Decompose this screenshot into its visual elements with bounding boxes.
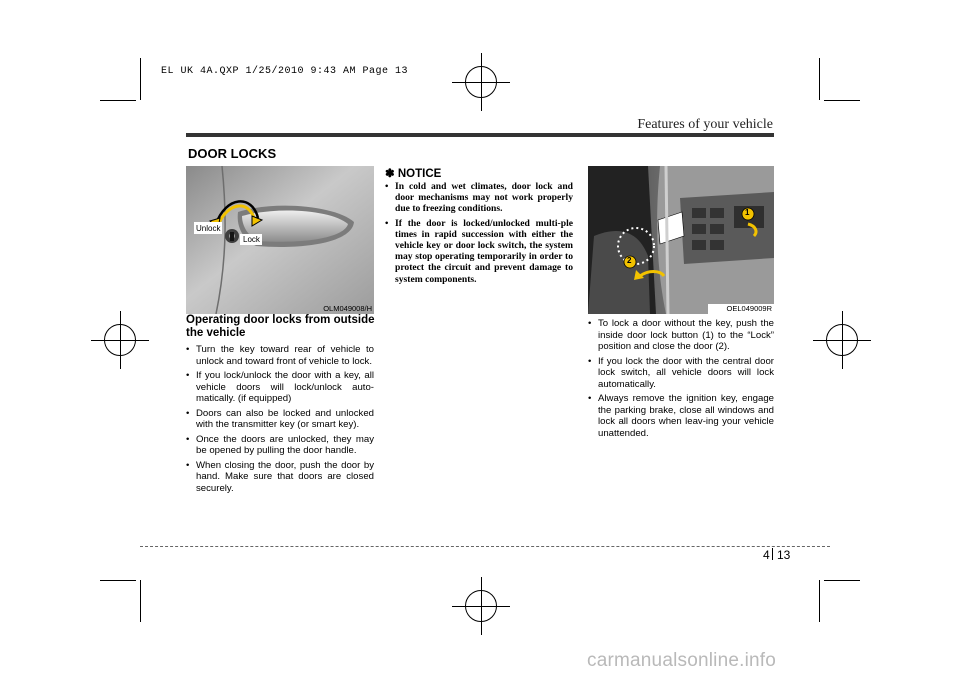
figure-code: OEL049009R <box>726 304 772 313</box>
section-title: DOOR LOCKS <box>188 146 277 161</box>
section-header: Features of your vehicle <box>637 117 773 132</box>
notice-title <box>385 166 441 180</box>
figure-code: OLM049008/H <box>323 304 372 313</box>
header-rule <box>186 133 774 137</box>
crop-mark <box>819 580 820 622</box>
registration-mark-top <box>465 66 497 98</box>
list-item: • In cold and wet climates, door lock and door mechanisms may not work properly due to freezing conditions. <box>385 181 573 215</box>
watermark: carmanualsonline.info <box>587 650 777 671</box>
lock-label: Lock <box>243 235 260 244</box>
list-item: • If you lock/unlock the door with a key, all vehicle doors will lock/unlock auto-matically. (if equipped) <box>186 370 374 405</box>
page-separator <box>772 548 773 560</box>
callout-2: 2 <box>627 256 632 265</box>
list-item: • Doors can also be locked and unlocked with the transmitter key (or smart key). <box>186 408 374 431</box>
notice-title-text: NOTICE <box>397 168 442 180</box>
crop-mark <box>140 58 141 100</box>
crop-mark <box>100 100 136 101</box>
registration-mark-left <box>104 324 136 356</box>
crop-mark <box>140 580 141 622</box>
crop-mark <box>824 580 860 581</box>
notice-list <box>385 181 573 288</box>
subheading: Operating door locks from outside the vehicle <box>186 314 375 339</box>
notice-icon: ✽ <box>385 168 395 180</box>
list-item: • Once the doors are unlocked, they may be opened by pulling the door handle. <box>186 434 374 457</box>
list-item: • If the door is locked/unlocked multi-ple times in rapid succession with either the vehicle key or door lock switch, the system may stop operating temporarily in order to protect the circuit and prevent damage to system components. <box>385 218 573 285</box>
crop-mark <box>824 100 860 101</box>
page-chapter: 4 <box>763 548 770 562</box>
print-header: EL UK 4A.QXP 1/25/2010 9:43 AM Page 13 <box>161 66 409 77</box>
callout-1: 1 <box>745 208 750 217</box>
crop-mark <box>100 580 136 581</box>
right-bullets <box>588 318 774 442</box>
door-interior-figure <box>588 166 774 314</box>
left-bullets <box>186 344 374 497</box>
registration-mark-bottom <box>465 590 497 622</box>
unlock-label: Unlock <box>196 224 221 233</box>
registration-mark-right <box>826 324 858 356</box>
list-item: • When closing the door, push the door by hand. Make sure that doors are closed securely. <box>186 460 374 495</box>
footer-divider <box>140 546 830 547</box>
list-item: • Always remove the ignition key, engage the parking brake, close all windows and lock all doors when leav-ing your vehicle unattended. <box>588 393 774 439</box>
list-item: • To lock a door without the key, push the inside door lock button (1) to the “Lock” position and close the door (2). <box>588 318 774 353</box>
door-handle-figure <box>186 166 374 314</box>
crop-mark <box>819 58 820 100</box>
list-item: • Turn the key toward rear of vehicle to unlock and toward front of vehicle to lock. <box>186 344 374 367</box>
list-item: • If you lock the door with the central door lock switch, all vehicle doors will lock automatically. <box>588 356 774 391</box>
page-number: 13 <box>777 548 791 562</box>
